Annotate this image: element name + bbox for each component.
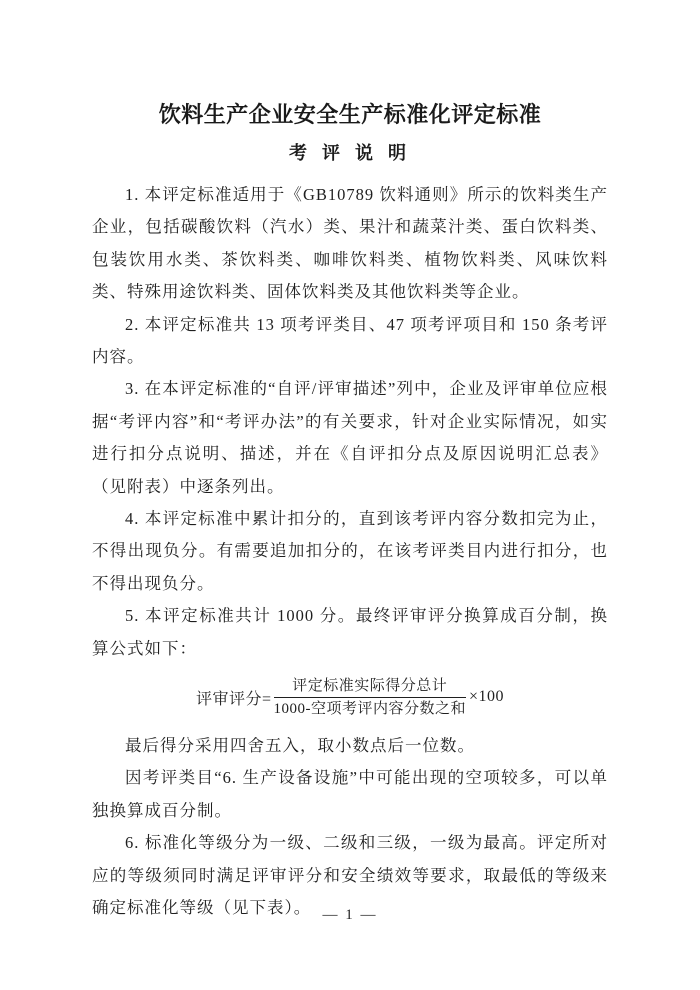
document-body — [92, 179, 608, 924]
document-subtitle: 考 评 说 明 — [288, 143, 411, 163]
formula-multiplier: ×100 — [469, 688, 505, 706]
paragraph-total-score: 5. 本评定标准共计 1000 分。最终评审评分换算成百分制，换算公式如下： — [92, 606, 608, 658]
note-rounding: 最后得分采用四舍五入，取小数点后一位数。 — [125, 735, 475, 755]
note-equipment-category: 因考评类目“6. 生产设备设施”中可能出现的空项较多，可以单独换算成百分制。 — [92, 768, 608, 820]
paragraph-scope: 1. 本评定标准适用于《GB10789 饮料通则》所示的饮料类生产企业，包括碳酸饮料（汽水）类、果汁和蔬菜汁类、蛋白饮料类、包装饮用水类、茶饮料类、咖啡饮料类、植物饮料类、风味饮料类、特殊用途饮料类、固体饮料类及其他饮料类等企业。 — [92, 185, 608, 302]
paragraph-self-review: 3. 在本评定标准的“自评/评审描述”列中，企业及评审单位应根据“考评内容”和“考评办法”的有关要求，针对企业实际情况，如实进行扣分点说明、描述，并在《自评扣分点及原因说明汇总表》（见附表）中逐条列出。 — [92, 379, 608, 496]
paragraph-grading-levels: 6. 标准化等级分为一级、二级和三级，一级为最高。评定所对应的等级须同时满足评审评分和安全绩效等要求，取最低的等级来确定标准化等级（见下表）。 — [92, 833, 608, 917]
page-number: — 1 — — [322, 907, 378, 923]
paragraph-structure: 2. 本评定标准共 13 项考评类目、47 项考评项目和 150 条考评内容。 — [92, 314, 608, 367]
formula-lhs: 评审评分= — [195, 690, 272, 708]
formula-denominator: 1000-空项考评内容分数之和 — [273, 700, 466, 717]
score-formula — [92, 665, 608, 730]
formula-fraction — [274, 676, 467, 720]
formula-numerator: 评定标准实际得分总计 — [274, 676, 467, 698]
document-title: 饮料生产企业安全生产标准化评定标准 — [158, 102, 542, 127]
paragraph-deduction: 4. 本评定标准中累计扣分的，直到该考评内容分数扣完为止，不得出现负分。有需要追加扣分的，在该考评类目内进行扣分，也不得出现负分。 — [92, 509, 608, 593]
